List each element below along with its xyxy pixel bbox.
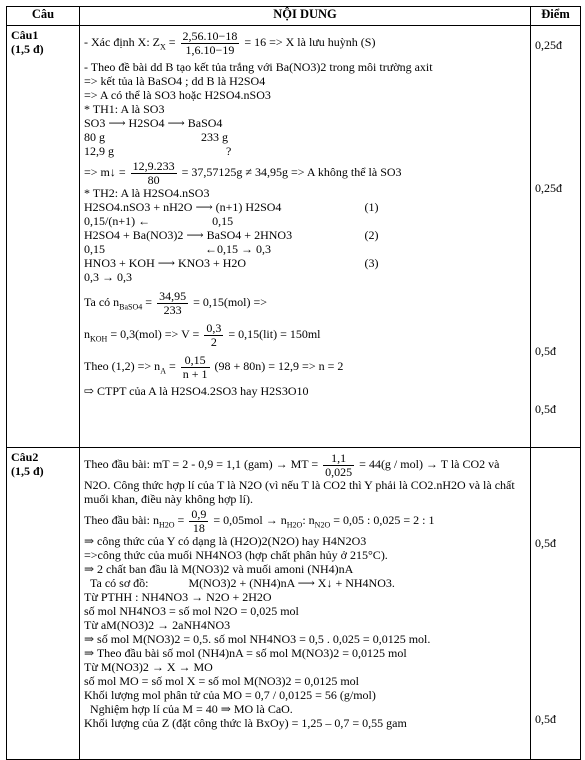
- question-2-content: Theo đầu bài: mT = 2 - 0,9 = 1,1 (gam) → MT = $\frac{1,1}{0,025}$ = 44(g / mol) → T là CO2 và N2O. Công thức hợp lí của T là N2O (vì nếu T là CO2 thì Y phải là CO2.nH2O và là chất muối khan, điều này không hợp lí). Theo đầu bài: $n_{H2O}$ = $\frac{0,9}{18}$ = $0,05mol \to n_{H2O}$: $n_{N2O} = 0,05$ : 0,025 = 2 : 1 ⇒ công thức của Y có dạng là (H2O)2(N2O) hay H4N2O3 =>công thức của muối NH4NO3 (hợp chất phân hủy ở 215°C). ⇒ 2 chất ban đầu là M(NO3)2 và muối amoni (NH4)nA Ta có sơ đồ: M(NO3)2 + (NH4)nA ⟶ X↓ + NH4NO3. Từ PTHH : NH4NO3 → N2O + 2H2O số mol NH4NO3 = số mol N2O = 0,025 mol Từ aM(NO3)2 → 2aNH4NO3 ⇒ số mol M(NO3)2 = 0,5. số mol NH4NO3 = 0,5 . 0,025 = 0,0125 mol. ⇒ Theo đầu bài số mol (NH4)nA = số mol M(NO3)2 = 0,0125 mol Từ M(NO3)2 → X → MO số mol MO = số mol X = số mol M(NO3)2 = 0,0125 mol Khối lượng mol phân tử của MO = 0,7 / 0,0125 = 56 (g/mol) Nghiệm hợp lí của M = 40 ⇒ MO là CaO. Khối lượng của Z (đặt công thức là BxOy) = 1,25 – 0,7 = 0,55 gam: [80, 448, 531, 760]
- question-2-row: [7, 448, 581, 760]
- question-2-label: Câu2 (1,5 đ): [7, 448, 80, 760]
- fraction-n-baso4: $\frac{34,95}{233}$: [159, 288, 187, 317]
- fraction-mt: $\frac{1,1}{0,025}$: [325, 450, 353, 479]
- header-cau: Câu: [7, 7, 80, 26]
- question-1-content: - Xác định X: $Z_X$ = $\frac{2,56.10-18}{1,6.10-19}$ = 16 => X là lưu huỳnh (S) - Theo đề bài dd B tạo kết tủa trắng với Ba(NO3)2 trong môi trường axit => kết tủa là BaSO4 ; dd B là H2SO4 => A có thể là SO3 hoặc H2SO4.nSO3 * TH1: A là SO3 SO3 ⟶ H2SO4 ⟶ BaSO4 80 g 233 g 12,9 g ? => m↓ = $\frac{12,9.233}{80}$ = 37,57125g ≠ 34,95g => A không thể là SO3 * TH2: A là H2SO4.nSO3 H2SO4.nSO3 + nH2O ⟶ (n+1) H2SO4 (1) 0,15/(n+1) ← 0,15 H2SO4 + Ba(NO3)2 ⟶ BaSO4 + 2HNO3 (2) 0,15 ←0,15 → 0,3 HNO3 + KOH ⟶ KNO3 + H2O (3) 0,3 → 0,3 Ta có $n_{BaSO4}$ = $\frac{34,95}{233}$ = 0,15(mol) => $n_{KOH} = 0,3(mol) => V$ = $\frac{0,3}{2}$ = 0,15(lit) = 150ml Theo $(1,2) => n_A$ = $\frac{0,15}{n + 1}$ (98 + 80n) = 12,9 => n = 2 ⇨ CTPT của A là H2SO4.2SO3 hay H2S3O10: [80, 26, 531, 448]
- fraction-m: $\frac{12,9.233}{80}$: [132, 158, 175, 187]
- question-1-row: [7, 26, 581, 448]
- fraction-v: $\frac{0,3}{2}$: [206, 320, 222, 349]
- fraction-z: $\frac{2,56.10-18}{1,6.10-19}$: [182, 28, 238, 57]
- question-1-scores: 0,25đ 0,25đ 0,5đ 0,5đ: [531, 26, 581, 448]
- header-row: [7, 7, 581, 26]
- header-diem: Điểm: [531, 7, 581, 26]
- answer-table: [6, 6, 581, 760]
- header-noi-dung: NỘI DUNG: [80, 7, 531, 26]
- question-1-label: Câu1 (1,5 đ): [7, 26, 80, 448]
- fraction-a: $\frac{0,15}{n + 1}$: [182, 352, 208, 381]
- fraction-nh2o: $\frac{0,9}{18}$: [191, 506, 207, 535]
- question-2-scores: 0,5đ 0,5đ: [531, 448, 581, 760]
